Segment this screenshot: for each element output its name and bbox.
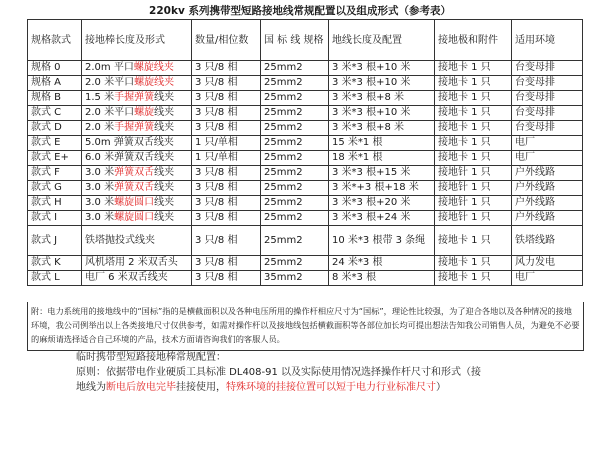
table-cell: 接地针 1 只 bbox=[435, 181, 512, 196]
rod-form-text: 铁塔抛投式线夹 bbox=[85, 235, 155, 246]
clamp-type-highlight: 手握弹簧 bbox=[114, 92, 155, 103]
table-cell: 3 只/8 相 bbox=[192, 76, 261, 91]
table-cell: 接地卡 1 只 bbox=[435, 121, 512, 136]
table-cell: 台变母排 bbox=[512, 61, 583, 76]
table-cell: 3 米*3 根+20 米 bbox=[329, 196, 435, 211]
table-cell: 3 米*+3 根+18 米 bbox=[329, 181, 435, 196]
rod-form-cell bbox=[82, 76, 192, 91]
table-cell: 24 米*3 根 bbox=[329, 256, 435, 271]
table-cell: 18 米*1 根 bbox=[329, 151, 435, 166]
clamp-type-highlight: 螺旋 bbox=[134, 107, 155, 118]
table-cell: 款式 I bbox=[28, 211, 82, 226]
header-cell: 适用环境 bbox=[512, 20, 583, 61]
table-cell: 3 只/8 相 bbox=[192, 106, 261, 121]
table-row bbox=[28, 136, 583, 151]
table-cell: 接地针 1 只 bbox=[435, 211, 512, 226]
table-cell: 3 只/8 相 bbox=[192, 121, 261, 136]
table-cell: 25mm2 bbox=[261, 166, 329, 181]
rod-form-cell bbox=[82, 151, 192, 166]
rod-form-text: 线夹 bbox=[154, 167, 175, 178]
rod-form-cell bbox=[82, 226, 192, 256]
table-cell: 3 只/8 相 bbox=[192, 226, 261, 256]
table-cell: 35mm2 bbox=[261, 271, 329, 286]
clamp-type-highlight: 螺旋线夹 bbox=[133, 62, 174, 73]
footnote: 附：电力系统用的接地线中的“国标”指的是横截面积以及各种电压所用的操作杆相应尺寸为“国标”，理论性比较强，为了迎合各地以及各种情况的接地环境，我公司例举出以上各类接地尺寸仅供参考，如需对操作杆以及接地线包括横截面积等各部位加长均可提出想法告知我公司销售人员，为避免不必要的麻烦请选择适合自己环境的产品，技术方面请咨询我们的客服人员。 bbox=[27, 302, 584, 351]
rod-form-text: 3.0 米 bbox=[85, 182, 115, 193]
table-cell: 接地卡 1 只 bbox=[435, 226, 512, 256]
table-row bbox=[28, 226, 583, 256]
rod-form-text: 电厂 6 米双舌线夹 bbox=[85, 272, 168, 283]
table-row bbox=[28, 121, 583, 136]
rod-form-cell bbox=[82, 256, 192, 271]
table-row bbox=[28, 256, 583, 271]
config-line-2 bbox=[76, 380, 586, 395]
clamp-type-highlight: 手握弹簧 bbox=[114, 122, 155, 133]
table-cell: 规格 0 bbox=[28, 61, 82, 76]
spec-table bbox=[27, 19, 583, 286]
table-cell: 款式 H bbox=[28, 196, 82, 211]
table-cell: 3 米*3 根+15 米 bbox=[329, 166, 435, 181]
table-row bbox=[28, 211, 583, 226]
rod-form-cell bbox=[82, 211, 192, 226]
rod-form-text: 1.5 米 bbox=[85, 92, 115, 103]
table-cell: 25mm2 bbox=[261, 121, 329, 136]
rod-form-text: 2.0 米平口 bbox=[85, 107, 135, 118]
table-cell: 3 米*3 根+8 米 bbox=[329, 91, 435, 106]
rod-form-text: 线夹 bbox=[154, 212, 175, 223]
config-line-1: 原则：依据带电作业硬质工具标准 DL408-91 以及实际使用情况选择操作杆尺寸和形式（接 bbox=[76, 367, 482, 378]
table-cell: 3 米*3 根+8 米 bbox=[329, 121, 435, 136]
table-cell: 接地卡 1 只 bbox=[435, 136, 512, 151]
clamp-type-highlight: 螺旋线夹 bbox=[134, 77, 175, 88]
header-cell: 国 标 线 规格 bbox=[261, 20, 329, 61]
table-cell: 3 米*3 根+10 米 bbox=[329, 61, 435, 76]
line2-text: 地线为 bbox=[76, 382, 106, 393]
table-cell: 接地卡 1 只 bbox=[435, 271, 512, 286]
rod-form-text: 线夹 bbox=[154, 182, 175, 193]
table-cell: 电厂 bbox=[512, 271, 583, 286]
table-cell: 款式 K bbox=[28, 256, 82, 271]
table-title: 220kv 系列携带型短路接地线常规配置以及组成形式（参考表） bbox=[149, 5, 451, 17]
table-cell: 规格 B bbox=[28, 91, 82, 106]
table-cell: 风力发电 bbox=[512, 256, 583, 271]
table-cell: 25mm2 bbox=[261, 196, 329, 211]
table-cell: 3 只/8 相 bbox=[192, 271, 261, 286]
table-cell: 款式 C bbox=[28, 106, 82, 121]
table-cell: 25mm2 bbox=[261, 106, 329, 121]
clamp-type-highlight: 螺旋圆口 bbox=[114, 197, 155, 208]
rod-form-text: 2.0 米 bbox=[85, 122, 115, 133]
rod-form-text: 3.0 米 bbox=[85, 197, 115, 208]
table-cell: 台变母排 bbox=[512, 91, 583, 106]
table-cell: 3 只/8 相 bbox=[192, 166, 261, 181]
table-cell: 款式 E+ bbox=[28, 151, 82, 166]
rod-form-text: 5.0m 弹簧双舌线夹 bbox=[85, 137, 174, 148]
table-cell: 款式 L bbox=[28, 271, 82, 286]
table-cell: 3 米*3 根+10 米 bbox=[329, 76, 435, 91]
table-cell: 款式 E bbox=[28, 136, 82, 151]
table-cell: 接地卡 1 只 bbox=[435, 91, 512, 106]
table-cell: 接地卡 1 只 bbox=[435, 256, 512, 271]
table-cell: 3 只/8 相 bbox=[192, 196, 261, 211]
table-cell: 款式 G bbox=[28, 181, 82, 196]
table-cell: 台变母排 bbox=[512, 76, 583, 91]
table-cell: 25mm2 bbox=[261, 211, 329, 226]
rod-form-text: 线夹 bbox=[154, 92, 175, 103]
table-cell: 25mm2 bbox=[261, 136, 329, 151]
rod-form-cell bbox=[82, 121, 192, 136]
rod-form-cell bbox=[82, 271, 192, 286]
table-row bbox=[28, 271, 583, 286]
table-row bbox=[28, 151, 583, 166]
table-cell: 户外线路 bbox=[512, 181, 583, 196]
table-cell: 户外线路 bbox=[512, 166, 583, 181]
table-cell: 接地卡 1 只 bbox=[435, 151, 512, 166]
rod-form-text: 2.0 米平口 bbox=[85, 77, 135, 88]
table-cell: 款式 D bbox=[28, 121, 82, 136]
table-cell: 8 米*3 根 bbox=[329, 271, 435, 286]
table-cell: 3 只/8 相 bbox=[192, 61, 261, 76]
table-cell: 款式 F bbox=[28, 166, 82, 181]
table-cell: 款式 J bbox=[28, 226, 82, 256]
table-row bbox=[28, 61, 583, 76]
table-cell: 接地卡 1 只 bbox=[435, 106, 512, 121]
config-title: 临时携带型短路接地棒常规配置： bbox=[76, 352, 226, 363]
table-cell: 3 米*3 根+10 米 bbox=[329, 106, 435, 121]
table-cell: 电厂 bbox=[512, 151, 583, 166]
rod-form-text: 2.0m 平口 bbox=[85, 62, 134, 73]
header-cell: 规格款式 bbox=[28, 20, 82, 61]
rod-form-text: 风机塔用 2 米双舌头 bbox=[85, 257, 178, 268]
rod-form-text: 6.0 米弹簧双舌线夹 bbox=[85, 152, 175, 163]
header-cell: 数量/相位数 bbox=[192, 20, 261, 61]
table-cell: 户外线路 bbox=[512, 196, 583, 211]
header-cell: 地线长度及配置 bbox=[329, 20, 435, 61]
table-header-row bbox=[28, 20, 583, 61]
clamp-type-highlight: 弹簧双舌 bbox=[114, 167, 155, 178]
table-cell: 接地卡 1 只 bbox=[435, 61, 512, 76]
table-cell: 电厂 bbox=[512, 136, 583, 151]
table-cell: 25mm2 bbox=[261, 256, 329, 271]
table-cell: 1 只/单相 bbox=[192, 136, 261, 151]
table-cell: 铁塔线路 bbox=[512, 226, 583, 256]
config-description bbox=[76, 350, 586, 395]
table-cell: 接地针 1 只 bbox=[435, 196, 512, 211]
table-row bbox=[28, 76, 583, 91]
table-cell: 3 只/8 相 bbox=[192, 91, 261, 106]
table-cell: 3 只/8 相 bbox=[192, 181, 261, 196]
table-cell: 25mm2 bbox=[261, 76, 329, 91]
line2-text: 挂接使用， bbox=[176, 382, 226, 393]
rod-form-cell bbox=[82, 136, 192, 151]
table-cell: 25mm2 bbox=[261, 181, 329, 196]
table-cell: 接地针 1 只 bbox=[435, 166, 512, 181]
rod-form-text: 3.0 米 bbox=[85, 212, 115, 223]
table-cell: 3 米*3 根+24 米 bbox=[329, 211, 435, 226]
rod-form-cell bbox=[82, 166, 192, 181]
table-row bbox=[28, 196, 583, 211]
table-cell: 25mm2 bbox=[261, 61, 329, 76]
rod-form-cell bbox=[82, 196, 192, 211]
rod-form-text: 3.0 米 bbox=[85, 167, 115, 178]
table-row bbox=[28, 166, 583, 181]
table-cell: 15 米*1 根 bbox=[329, 136, 435, 151]
table-cell: 1 只/单相 bbox=[192, 151, 261, 166]
table-cell: 台变母排 bbox=[512, 121, 583, 136]
header-cell: 接地极和附件 bbox=[435, 20, 512, 61]
clamp-type-highlight: 弹簧双舌 bbox=[114, 182, 155, 193]
line2-highlight: 断电后放电完毕 bbox=[106, 382, 176, 393]
table-cell: 3 只/8 相 bbox=[192, 256, 261, 271]
table-cell: 25mm2 bbox=[261, 226, 329, 256]
clamp-type-highlight: 螺旋圆口 bbox=[114, 212, 155, 223]
table-row bbox=[28, 181, 583, 196]
line2-text: ） bbox=[436, 382, 446, 393]
line2-highlight: 特殊环境的挂接位置可以短于电力行业标准尺寸 bbox=[226, 382, 436, 393]
table-cell: 3 只/8 相 bbox=[192, 211, 261, 226]
rod-form-cell bbox=[82, 91, 192, 106]
table-cell: 接地卡 1 只 bbox=[435, 76, 512, 91]
rod-form-cell bbox=[82, 106, 192, 121]
table-row bbox=[28, 106, 583, 121]
table-cell: 台变母排 bbox=[512, 106, 583, 121]
header-cell: 接地棒长度及形式 bbox=[82, 20, 192, 61]
table-cell: 25mm2 bbox=[261, 91, 329, 106]
table-cell: 规格 A bbox=[28, 76, 82, 91]
rod-form-text: 线夹 bbox=[154, 197, 175, 208]
table-cell: 户外线路 bbox=[512, 211, 583, 226]
rod-form-cell bbox=[82, 61, 192, 76]
rod-form-text: 线夹 bbox=[154, 122, 175, 133]
rod-form-cell bbox=[82, 181, 192, 196]
table-cell: 25mm2 bbox=[261, 151, 329, 166]
table-row bbox=[28, 91, 583, 106]
rod-form-text: 线夹 bbox=[154, 107, 175, 118]
table-cell: 10 米*3 根带 3 条绳 bbox=[329, 226, 435, 256]
